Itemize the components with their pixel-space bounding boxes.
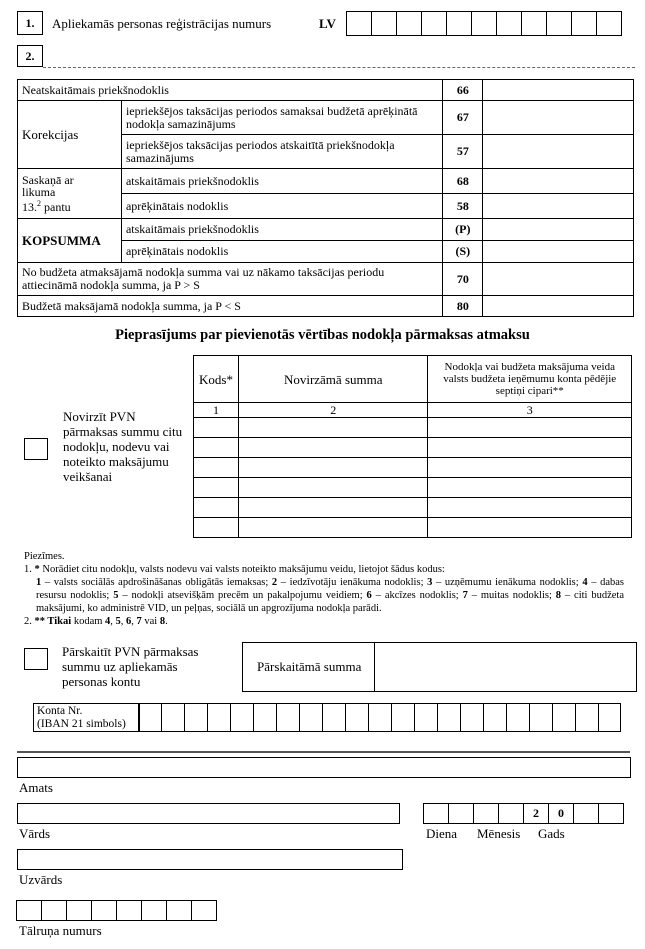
redirect-account-cell[interactable] (428, 438, 632, 458)
row-s-code: (S) (443, 241, 483, 263)
day-cell[interactable] (448, 803, 474, 824)
redirect-row (194, 498, 632, 518)
uzvards-input[interactable] (17, 849, 403, 870)
row-70 (18, 263, 634, 296)
row-57-code: 57 (443, 135, 483, 169)
redirect-row (194, 518, 632, 538)
account-label-box: Konta Nr. (IBAN 21 simbols) (33, 703, 140, 732)
redirect-checkbox[interactable] (24, 438, 48, 460)
redirect-amount-cell[interactable] (238, 478, 428, 498)
redirect-amount-cell[interactable] (238, 498, 428, 518)
row-57-label: iepriekšējos taksācijas periodos atskaitītā priekšnodokļa samazinājums (121, 135, 442, 169)
row-68 (18, 169, 634, 194)
row-58-label: aprēķinātais nodoklis (121, 194, 442, 219)
section-2-number: 2. (17, 45, 43, 67)
row-58-value[interactable] (483, 194, 634, 219)
redirect-code-cell[interactable] (194, 498, 239, 518)
row-p-value[interactable] (483, 219, 634, 241)
row-67 (18, 101, 634, 135)
redirect-amount-cell[interactable] (238, 438, 428, 458)
redirect-row (194, 478, 632, 498)
redirect-account-cell[interactable] (428, 478, 632, 498)
redirect-header-row (194, 356, 632, 403)
signature-divider (17, 751, 630, 753)
col-number-2: 2 (238, 403, 428, 418)
saskana-label: Saskaņā ar likuma 13.$^2$ pantu (18, 169, 122, 219)
month-cell[interactable] (498, 803, 524, 824)
row-80 (18, 296, 634, 317)
header-account: Nodokļa vai budžeta maksājuma veida valsts budžeta ieņēmumu konta pēdējie septiņi cipari** (428, 356, 632, 403)
summary-table (17, 79, 634, 317)
redirect-account-cell[interactable] (428, 418, 632, 438)
year-cell[interactable]: 0 (548, 803, 574, 824)
section-2-divider (43, 67, 635, 68)
row-67-value[interactable] (483, 101, 634, 135)
redirect-account-cell[interactable] (428, 518, 632, 538)
row-80-value[interactable] (483, 296, 634, 317)
row-58-code: 58 (443, 194, 483, 219)
phone-cells[interactable] (17, 900, 217, 921)
row-57-value[interactable] (483, 135, 634, 169)
notes-title: Piezīmes. (24, 551, 65, 562)
col-number-3: 3 (428, 403, 632, 418)
vards-input[interactable] (17, 803, 400, 824)
row-70-label: No budžeta atmaksājamā nodokļa summa vai uz nākamo taksācijas periodu attiecināmā nodokļa summa, ja P > S (18, 263, 443, 296)
redirect-amount-cell[interactable] (238, 458, 428, 478)
note-1-codes: 1 – valsts sociālās apdrošināšanas obligātās iemaksas; 2 – iedzīvotāju ienākuma nodoklis; 3 – uzņēmumu ienākuma nodoklis; 4 – dabas resursu nodoklis; 5 – nodokļi atsevišķām precēm un pakalpojumu veidiem; 6 – akcīzes nodoklis; 7 – muitas nodoklis; 8 – citi budžeta maksājumi, ko administrē VID, un peļņas, sociālā un apgrozījuma nodokļa parādi. (36, 577, 625, 614)
row-80-code: 80 (443, 296, 483, 317)
row-68-value[interactable] (483, 169, 634, 194)
redirect-col-numbers (194, 403, 632, 418)
gads-label: Gads (538, 826, 565, 841)
country-code: LV (319, 16, 336, 31)
row-80-label: Budžetā maksājamā nodokļa summa, ja P < S (18, 296, 443, 317)
row-66-value[interactable] (483, 80, 634, 101)
redirect-code-cell[interactable] (194, 418, 239, 438)
row-67-code: 67 (443, 101, 483, 135)
transfer-amount-input[interactable] (375, 643, 636, 691)
transfer-label: Pārskaitīt PVN pārmaksas summu uz apliekamās personas kontu (62, 644, 199, 689)
col-number-1: 1 (194, 403, 239, 418)
menesis-label: Mēnesis (477, 826, 521, 841)
section-1-number: 1. (17, 11, 43, 35)
diena-label: Diena (426, 826, 458, 841)
year-cell[interactable] (573, 803, 599, 824)
row-66 (18, 80, 634, 101)
request-title: Pieprasījums par pievienotās vērtības nodokļa pārmaksas atmaksu (115, 327, 530, 343)
row-p (18, 219, 634, 241)
row-s-label: aprēķinātais nodoklis (121, 241, 442, 263)
row-p-code: (P) (443, 219, 483, 241)
date-cells[interactable] (424, 803, 624, 824)
row-67-label: iepriekšējos taksācijas periodos samaksai budžetā aprēķinātā nodokļa samazinājums (121, 101, 442, 135)
redirect-account-cell[interactable] (428, 458, 632, 478)
year-cell[interactable]: 2 (523, 803, 549, 824)
row-66-label: Neatskaitāmais priekšnodoklis (18, 80, 443, 101)
korekcijas-label: Korekcijas (18, 101, 122, 169)
redirect-row (194, 418, 632, 438)
iban-cells[interactable] (139, 703, 621, 732)
transfer-checkbox[interactable] (24, 648, 48, 670)
year-cell[interactable] (598, 803, 624, 824)
month-cell[interactable] (473, 803, 499, 824)
redirect-account-cell[interactable] (428, 498, 632, 518)
redirect-row (194, 458, 632, 478)
redirect-label: Novirzīt PVN pārmaksas summu citu nodokļu, nodevu vai noteikto maksājumu veikšanai (63, 409, 183, 484)
redirect-code-cell[interactable] (194, 518, 239, 538)
uzvards-label: Uzvārds (19, 872, 63, 887)
row-68-code: 68 (443, 169, 483, 194)
header-amount: Novirzāmā summa (238, 356, 428, 403)
registration-number-cells[interactable] (347, 11, 622, 36)
transfer-amount-label: Pārskaitāmā summa (243, 643, 375, 691)
note-2: 2. ** Tikai kodam 4, 5, 6, 7 vai 8. (24, 616, 168, 627)
row-70-value[interactable] (483, 263, 634, 296)
redirect-code-cell[interactable] (194, 478, 239, 498)
header-code: Kods* (194, 356, 239, 403)
redirect-code-cell[interactable] (194, 438, 239, 458)
redirect-amount-cell[interactable] (238, 418, 428, 438)
amats-input[interactable] (17, 757, 631, 778)
row-s-value[interactable] (483, 241, 634, 263)
talrunis-label: Tālruņa numurs (19, 923, 102, 938)
note-1: 1. * Norādiet citu nodokļu, valsts nodevu vai valsts noteikto maksājumu veidu, lietojot šādus kodus: (24, 564, 445, 575)
transfer-amount-box (242, 642, 637, 692)
redirect-code-cell[interactable] (194, 458, 239, 478)
row-p-label: atskaitāmais priekšnodoklis (121, 219, 442, 241)
vards-label: Vārds (19, 826, 51, 841)
day-cell[interactable] (423, 803, 449, 824)
redirect-table (193, 355, 632, 538)
redirect-amount-cell[interactable] (238, 518, 428, 538)
notes (24, 550, 624, 628)
row-68-label: atskaitāmais priekšnodoklis (121, 169, 442, 194)
row-66-code: 66 (443, 80, 483, 101)
kopsumma-label: KOPSUMMA (18, 219, 122, 263)
redirect-row (194, 438, 632, 458)
amats-label: Amats (19, 780, 53, 795)
registration-number-label: Apliekamās personas reģistrācijas numurs (52, 16, 272, 31)
row-70-code: 70 (443, 263, 483, 296)
